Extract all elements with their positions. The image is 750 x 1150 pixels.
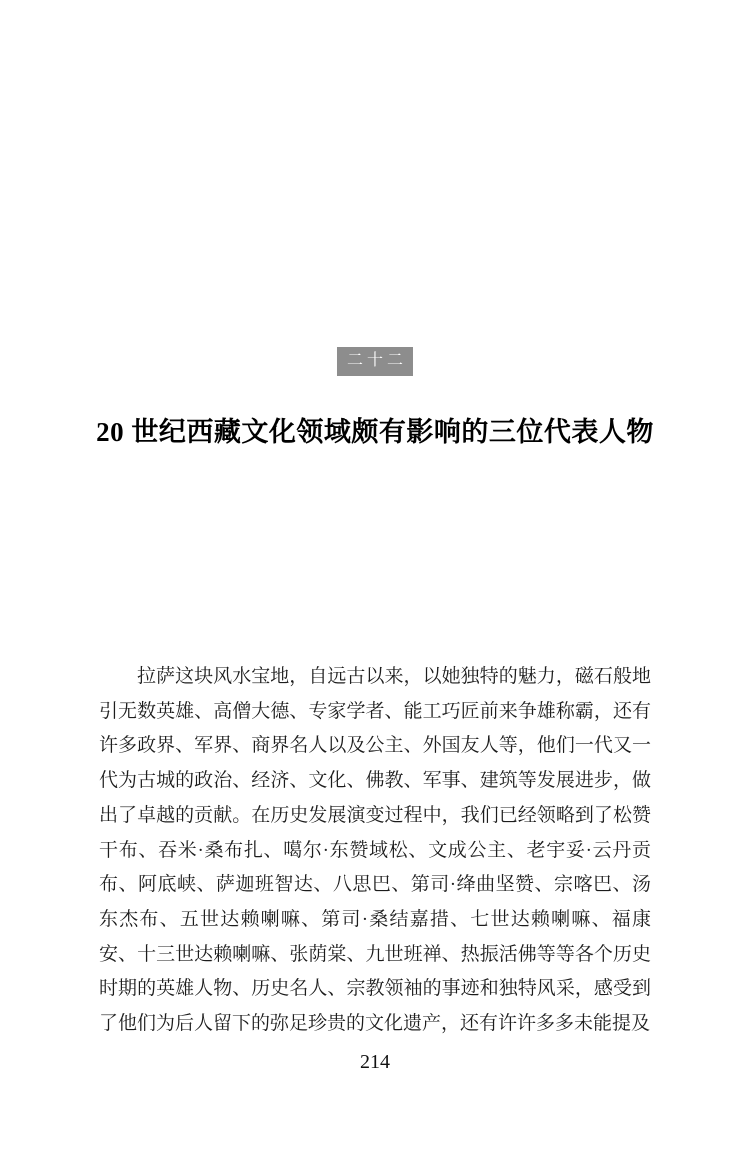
body-paragraph: 拉萨这块风水宝地，自远古以来，以她独特的魅力，磁石般地引无数英雄、高僧大德、专家学者、能工巧匠前来争雄称霸，还有许多政界、军界、商界名人以及公主、外国友人等，他们一代又一代为古城的政治、经济、文化、佛教、军事、建筑等发展进步，做出了卓越的贡献。在历史发展演变过程中，我们已经领略到了松赞干布、吞米·桑布扎、噶尔·东赞域松、文成公主、老宇妥·云丹贡布、阿底峡、萨迦班智达、八思巴、第司·绛曲坚赞、宗喀巴、汤东杰布、五世达赖喇嘛、第司·桑结嘉措、七世达赖喇嘛、福康安、十三世达赖喇嘛、张荫棠、九世班禅、热振活佛等等各个历史时期的英雄人物、历史名人、宗教领袖的事迹和独特风采，感受到了他们为后人留下的弥足珍贵的文化遗产，还有许许多多未能提及 xyxy=(99,666,651,1035)
chapter-number-badge: 二十二 xyxy=(337,347,413,376)
page-number: 214 xyxy=(360,1051,390,1073)
chapter-title: 20 世纪西藏文化领域颇有影响的三位代表人物 xyxy=(96,417,654,448)
